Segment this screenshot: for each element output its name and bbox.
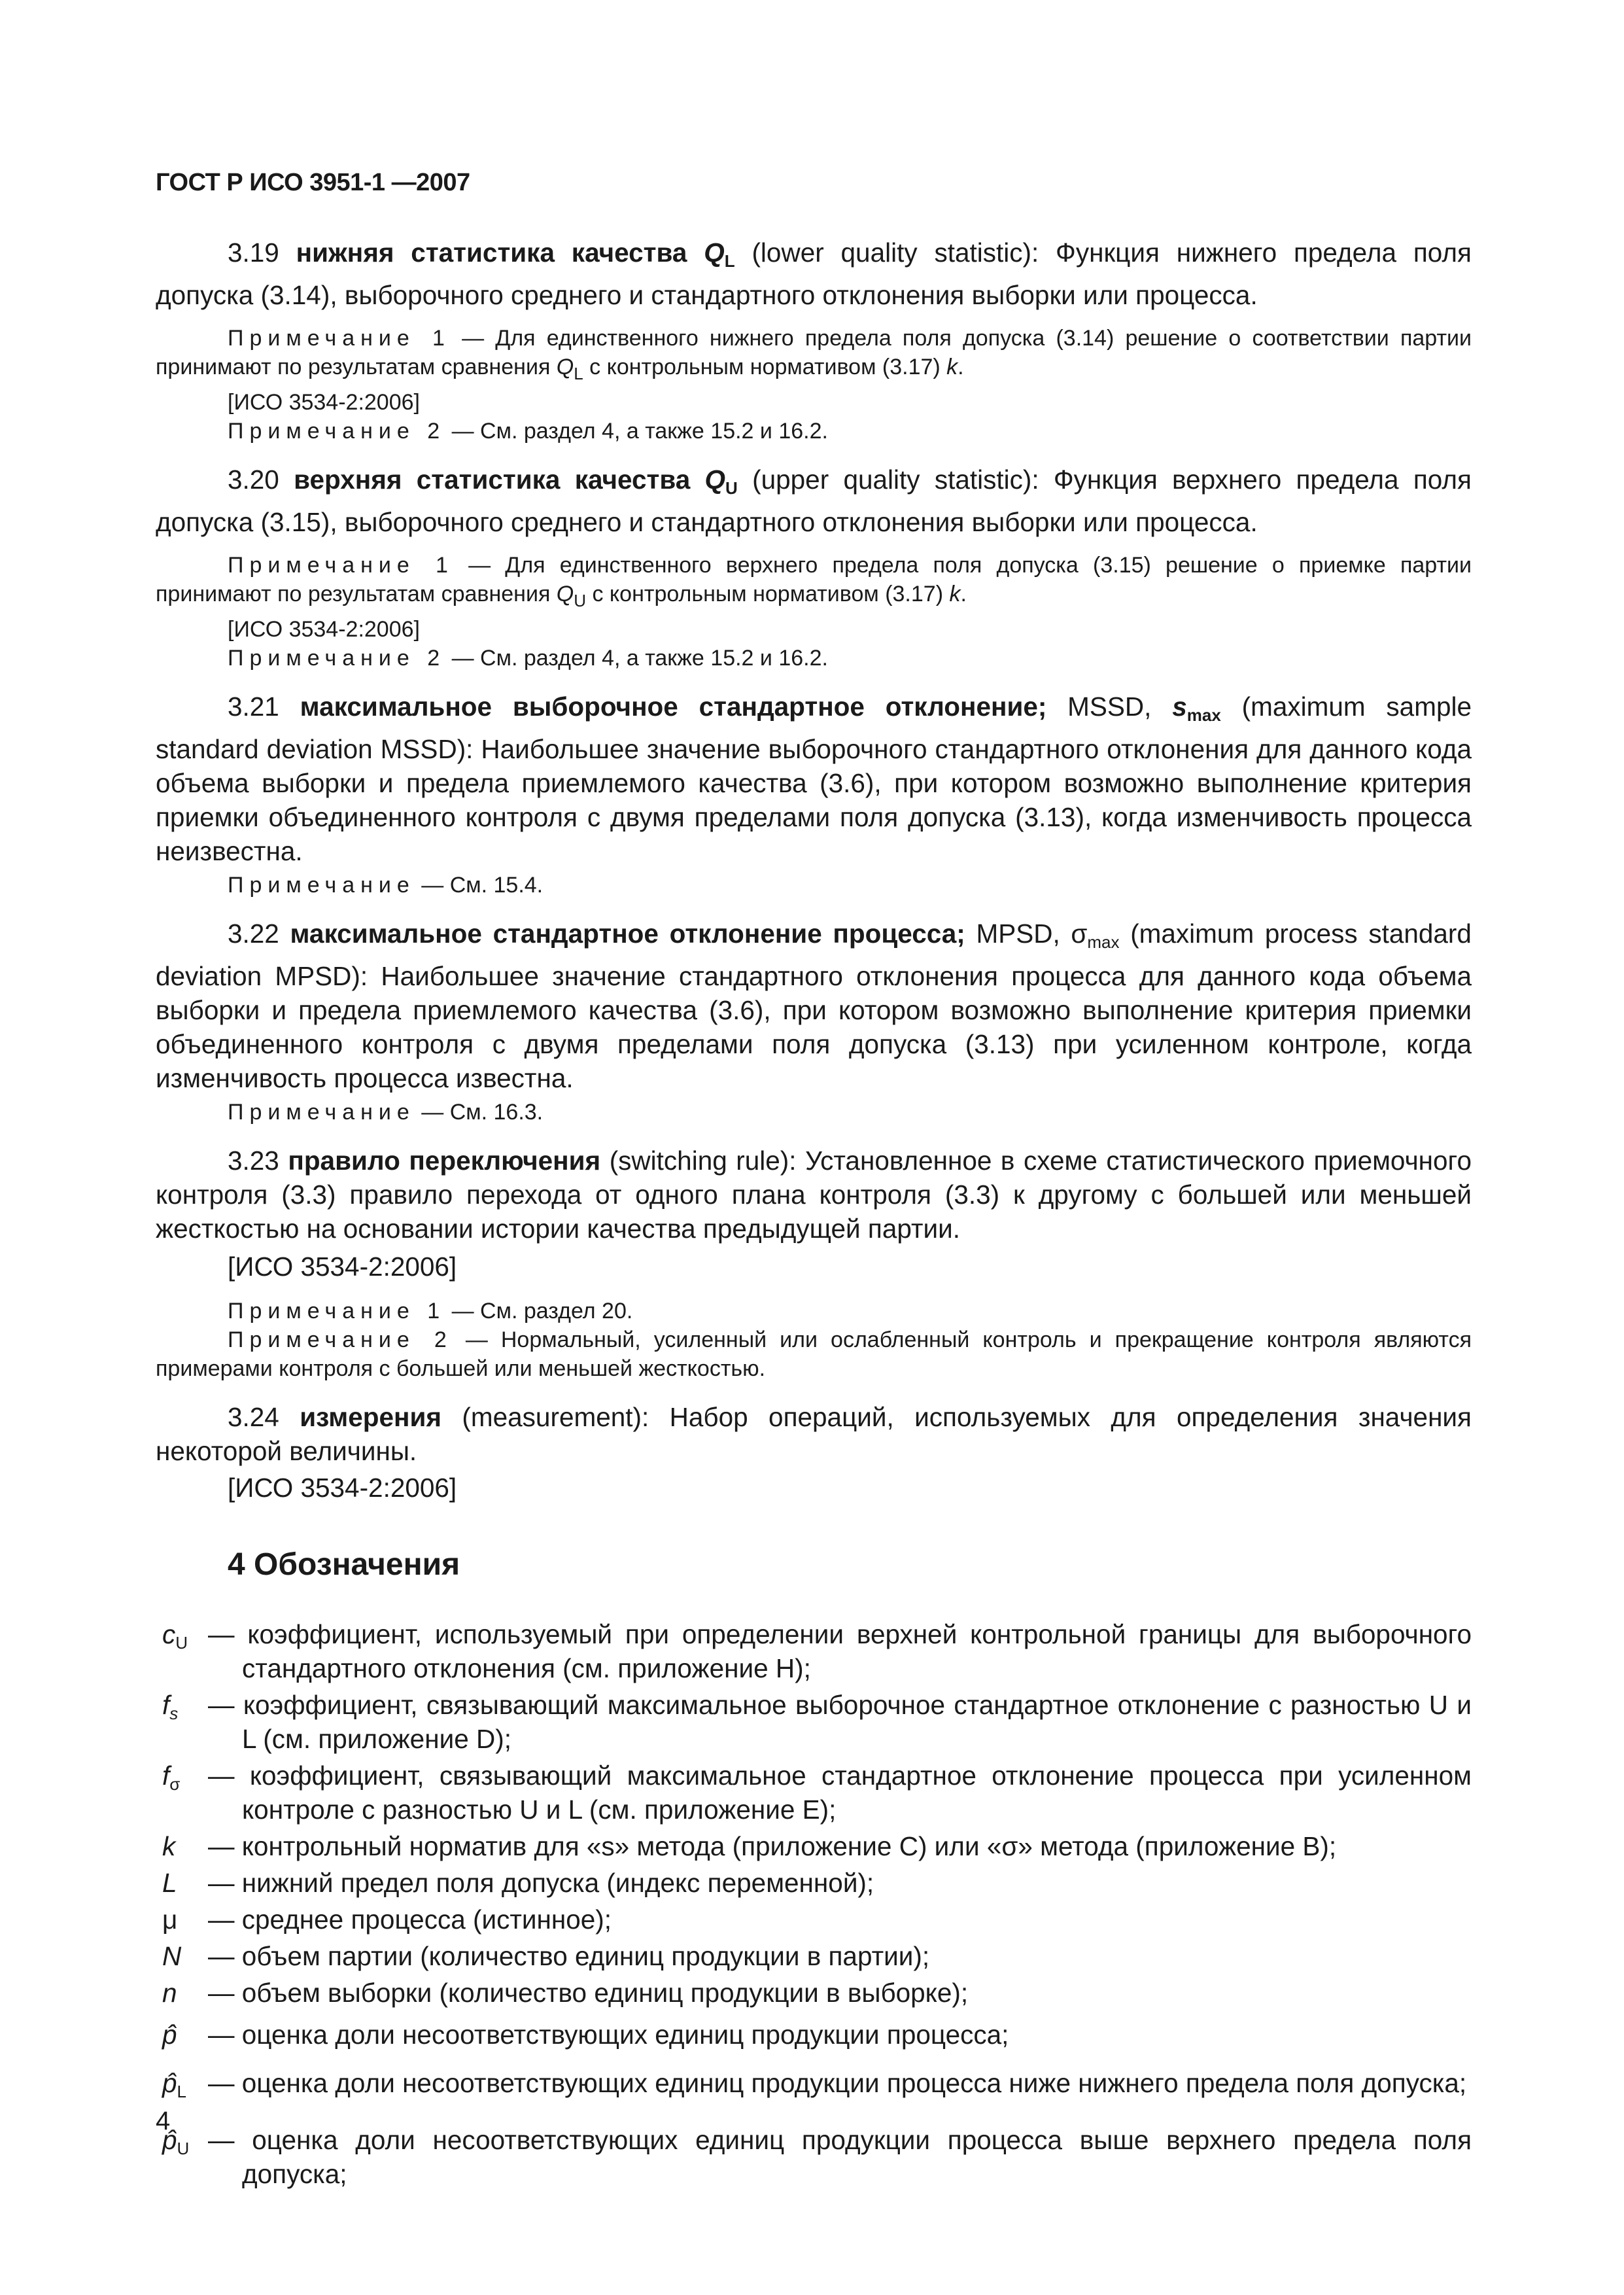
clause-3-23-note-1 bbox=[156, 1297, 1472, 1325]
note-symbol: k bbox=[949, 582, 961, 606]
symbol-entry bbox=[156, 1759, 1472, 1827]
note-label: Примечание bbox=[228, 1100, 415, 1125]
clause-3-19-note-1 bbox=[156, 324, 1472, 388]
symbol-description: — коэффициент, связывающий максимальное стандартное отклонение процесса при усиленном контроле с разностью U и L (см. приложение E); bbox=[208, 1761, 1472, 1825]
clause-3-20-note-2 bbox=[156, 644, 1472, 673]
clause-abbreviation: MSSD, bbox=[1067, 692, 1152, 722]
note-text: — См. 16.3. bbox=[415, 1100, 544, 1125]
note-label: Примечание 1 bbox=[228, 1299, 446, 1323]
symbol-letter: f bbox=[162, 1690, 170, 1720]
note-text: . bbox=[960, 582, 967, 606]
note-label: Примечание 1 bbox=[228, 326, 451, 351]
symbol-name: N bbox=[162, 1941, 182, 1971]
clause-symbol: s bbox=[1172, 692, 1187, 722]
symbols-list bbox=[156, 1617, 1472, 2191]
symbol-subscript: σ bbox=[169, 1774, 181, 1794]
symbol-description: — объем выборки (количество единиц продукции в выборке); bbox=[208, 1978, 969, 2008]
symbol-entry bbox=[156, 1866, 1472, 1900]
symbol-subscript: L bbox=[177, 2082, 186, 2101]
note-symbol: k bbox=[946, 355, 958, 379]
note-label: Примечание 1 bbox=[228, 553, 454, 578]
symbol-entry bbox=[156, 1939, 1472, 1973]
clause-3-24 bbox=[156, 1400, 1472, 1468]
clause-3-24-reference: [ИСО 3534-2:2006] bbox=[228, 1473, 457, 1503]
clause-3-21 bbox=[156, 690, 1472, 868]
symbol-description: — оценка доли несоответствующих единиц продукции процесса; bbox=[208, 2020, 1009, 2050]
clause-term: правило переключения bbox=[288, 1146, 601, 1176]
clause-term: максимальное стандартное отклонение процесса; bbox=[290, 919, 965, 949]
clause-term: нижняя статистика качества bbox=[296, 237, 687, 268]
symbol-name bbox=[156, 2066, 208, 2109]
clause-definition: (switching rule): Установленное в схеме статистического приемочного контроля (3.3) правило перехода от одного плана контроля (3.3) к другому с большей или меньшей жесткостью на основании истории качества предыдущей партии. bbox=[156, 1146, 1472, 1244]
clause-symbol-subscript: U bbox=[725, 478, 738, 498]
symbol-name: p̂ bbox=[162, 2020, 177, 2050]
clause-definition: (measurement): Набор операций, используемых для определения значения некоторой величины. bbox=[156, 1402, 1472, 1466]
symbol-subscript: U bbox=[177, 2139, 190, 2158]
symbol-entry bbox=[156, 2018, 1472, 2052]
symbol-letter: p̂ bbox=[162, 2125, 177, 2155]
symbol-name bbox=[156, 1759, 208, 1827]
note-text: — Для единственного верхнего предела поля допуска (3.15) решение о приемке партии принимают по результатам сравнения bbox=[156, 553, 1472, 606]
clause-abbreviation: MPSD, bbox=[976, 919, 1060, 949]
note-text: с контрольным нормативом (3.17) bbox=[586, 582, 950, 606]
clause-symbol-subscript: max bbox=[1087, 932, 1120, 952]
symbol-description: — коэффициент, связывающий максимальное выборочное стандартное отклонение с разностью U и L (см. приложение D); bbox=[208, 1690, 1472, 1754]
symbol-description: — среднее процесса (истинное); bbox=[208, 1904, 612, 1935]
symbol-description: — объем партии (количество единиц продукции в партии); bbox=[208, 1941, 930, 1971]
note-text: — См. раздел 20. bbox=[445, 1299, 633, 1323]
clause-3-20-note-1 bbox=[156, 551, 1472, 615]
clause-definition: (lower quality statistic): Функция нижнего предела поля допуска (3.14), выборочного среднего и стандартного отклонения выборки или процесса. bbox=[156, 237, 1472, 310]
symbol-name: μ bbox=[162, 1904, 178, 1935]
clause-number: 3.24 bbox=[228, 1402, 279, 1432]
note-label: Примечание bbox=[228, 873, 415, 898]
clause-symbol-subscript: L bbox=[724, 251, 735, 271]
note-label: Примечание 2 bbox=[228, 1327, 453, 1352]
clause-number: 3.22 bbox=[228, 919, 279, 949]
symbol-subscript: U bbox=[175, 1633, 188, 1653]
page-number: 4 bbox=[156, 2107, 171, 2135]
clause-definition: (upper quality statistic): Функция верхнего предела поля допуска (3.15), выборочного среднего и стандартного отклонения выборки или процесса. bbox=[156, 464, 1472, 537]
clause-symbol: Q bbox=[704, 464, 726, 495]
clause-symbol-subscript: max bbox=[1186, 705, 1221, 725]
note-symbol: Q bbox=[556, 582, 574, 606]
note-label: Примечание 2 bbox=[228, 419, 446, 444]
note-text: — См. раздел 4, а также 15.2 и 16.2. bbox=[445, 419, 828, 444]
section-heading: 4 Обозначения bbox=[228, 1547, 460, 1582]
symbol-entry bbox=[156, 1829, 1472, 1863]
clause-number: 3.19 bbox=[228, 237, 279, 268]
note-text: — Для единственного нижнего предела поля допуска (3.14) решение о соответствии партии принимают по результатам сравнения bbox=[156, 326, 1472, 379]
symbol-letter: p̂ bbox=[162, 2068, 177, 2098]
symbol-description: — оценка доли несоответствующих единиц продукции процесса ниже нижнего предела поля допуска; bbox=[208, 2068, 1467, 2098]
note-text: с контрольным нормативом (3.17) bbox=[583, 355, 947, 379]
clause-term: верхняя статистика качества bbox=[294, 464, 691, 495]
clause-3-20 bbox=[156, 463, 1472, 539]
clause-symbol: σ bbox=[1071, 919, 1088, 949]
clause-3-19 bbox=[156, 236, 1472, 312]
note-text: — См. раздел 4, а также 15.2 и 16.2. bbox=[445, 646, 828, 671]
symbol-entry bbox=[156, 1688, 1472, 1756]
note-symbol: Q bbox=[556, 355, 574, 379]
symbol-subscript: s bbox=[169, 1704, 179, 1723]
symbol-description: — коэффициент, используемый при определении верхней контрольной границы для выборочного стандартного отклонения (см. приложение H); bbox=[208, 1619, 1472, 1683]
clause-definition: (maximum sample standard deviation MSSD): Наибольшее значение выборочного стандартного отклонения для данного кода объема выборки и предела приемлемого качества (3.6), при котором возможно выполнение критерия приемки объединенного контроля с двумя пределами поля допуска (3.13), когда изменчивость процесса неизвестна. bbox=[156, 692, 1472, 866]
clause-3-20-reference: [ИСО 3534-2:2006] bbox=[228, 617, 420, 642]
clause-term: максимальное выборочное стандартное отклонение; bbox=[300, 692, 1047, 722]
clause-symbol: Q bbox=[704, 237, 725, 268]
note-text: . bbox=[958, 355, 964, 379]
clause-3-23-reference: [ИСО 3534-2:2006] bbox=[228, 1252, 457, 1282]
note-text: — Нормальный, усиленный или ослабленный контроль и прекращение контроля являются примерами контроля с большей или меньшей жесткостью. bbox=[156, 1327, 1472, 1381]
symbol-entry bbox=[156, 2123, 1472, 2191]
document-header: ГОСТ Р ИСО 3951-1 —2007 bbox=[156, 169, 470, 196]
symbol-description: — оценка доли несоответствующих единиц продукции процесса выше верхнего предела поля допуска; bbox=[208, 2125, 1472, 2189]
symbol-entry bbox=[156, 1902, 1472, 1936]
clause-3-23 bbox=[156, 1144, 1472, 1246]
symbol-name bbox=[156, 1617, 208, 1685]
symbol-letter: f bbox=[162, 1761, 170, 1791]
symbol-description: — нижний предел поля допуска (индекс переменной); bbox=[208, 1868, 874, 1898]
clause-3-23-note-2 bbox=[156, 1325, 1472, 1383]
clause-term: измерения bbox=[300, 1402, 441, 1432]
clause-3-21-note bbox=[156, 871, 1472, 900]
clause-number: 3.23 bbox=[228, 1146, 279, 1176]
note-symbol-subscript: L bbox=[574, 364, 583, 383]
symbol-name: k bbox=[162, 1831, 176, 1861]
symbol-letter: c bbox=[162, 1619, 176, 1649]
clause-number: 3.20 bbox=[228, 464, 279, 495]
clause-definition: (maximum process standard deviation MPSD): Наибольшее значение стандартного отклонения процесса для данного кода объема выборки и предела приемлемого качества (3.6), при котором возможно выполнение критерия приемки объединенного контроля с двумя пределами поля допуска (3.13) при усиленном контроле, когда изменчивость процесса известна. bbox=[156, 919, 1472, 1093]
note-text: — См. 15.4. bbox=[415, 873, 544, 898]
clause-3-19-reference: [ИСО 3534-2:2006] bbox=[228, 390, 420, 415]
clause-3-22-note bbox=[156, 1098, 1472, 1127]
clause-3-19-note-2 bbox=[156, 417, 1472, 446]
symbol-name: n bbox=[162, 1978, 177, 2008]
symbol-name bbox=[156, 1688, 208, 1756]
clause-number: 3.21 bbox=[228, 692, 279, 722]
document-body bbox=[156, 236, 1472, 2194]
symbol-name: L bbox=[162, 1868, 177, 1898]
symbol-entry bbox=[156, 1976, 1472, 2010]
clause-3-22 bbox=[156, 917, 1472, 1095]
symbol-description: — контрольный норматив для «s» метода (приложение C) или «σ» метода (приложение B); bbox=[208, 1831, 1337, 1861]
note-symbol-subscript: U bbox=[574, 591, 587, 610]
note-label: Примечание 2 bbox=[228, 646, 446, 671]
symbol-entry bbox=[156, 2066, 1472, 2109]
symbol-entry bbox=[156, 1617, 1472, 1685]
